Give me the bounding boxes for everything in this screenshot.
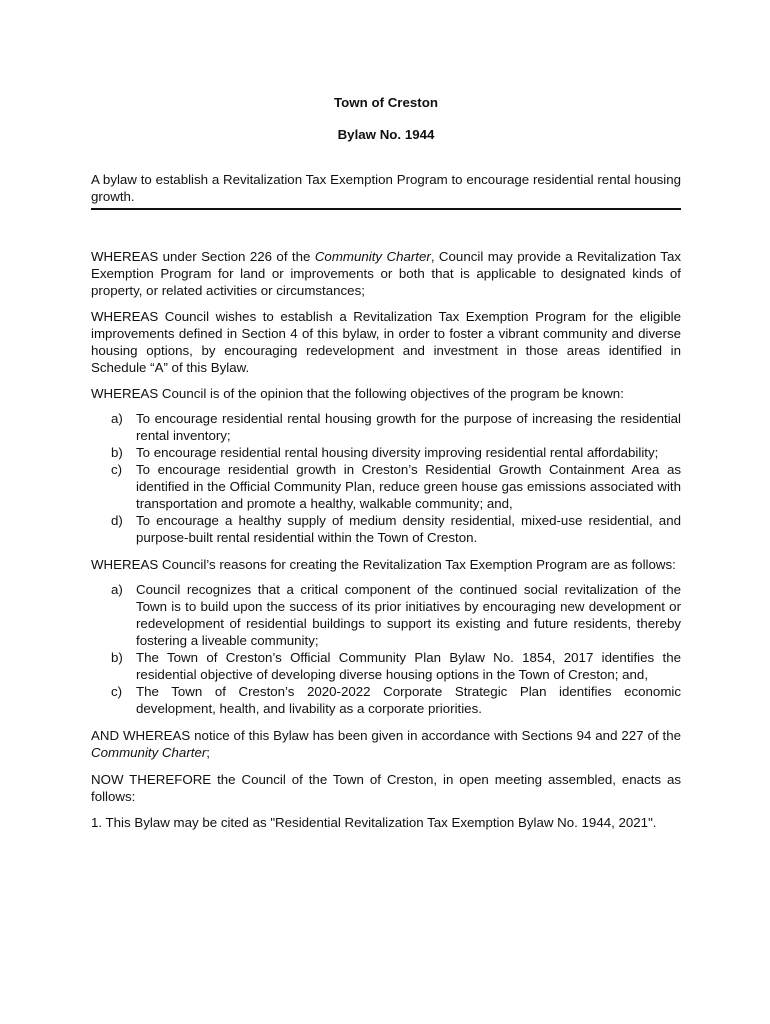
list-item-text: The Town of Creston’s Official Community Plan Bylaw No. 1854, 2017 identifies the residential objective of developing diverse housing options in the Town of Creston; and, (136, 650, 681, 682)
list-item-marker: a) (111, 582, 123, 597)
list-item (91, 581, 681, 649)
list-item-text: Council recognizes that a critical component of the continued social revitalization of the Town is to build upon the success of its prior initiatives by encouraging new development or redevelopment of residential buildings to support its existing and future residents, thereby fostering a liveable community; (136, 582, 681, 648)
list-item-marker: b) (111, 650, 123, 665)
list-item-text: To encourage residential growth in Creston’s Residential Growth Containment Area as identified in the Official Community Plan, reduce green house gas emissions associated with transportation and promote a healthy, walkable community; and, (136, 462, 681, 511)
list-item-marker: b) (111, 445, 123, 460)
list-item-text: The Town of Creston’s 2020-2022 Corporate Strategic Plan identifies economic development, health, and livability as a corporate priorities. (136, 684, 681, 716)
whereas-section-226 (91, 248, 681, 299)
list-item-marker: c) (111, 462, 123, 477)
list-item-marker: a) (111, 411, 123, 426)
whereas-notice-text-a: AND WHEREAS notice of this Bylaw has been given in accordance with Sections 94 and 227 of the (91, 728, 681, 743)
list-item-marker: c) (111, 684, 123, 699)
whereas-section-226-text-b: , Council may provide a Revitalization Tax Exemption Program for land or improvements or both that is applicable to designated kinds of property, or related activities or circumstances; (91, 249, 681, 298)
whereas-section-226-text-a: WHEREAS under Section 226 of the (91, 249, 315, 264)
reasons-list (91, 581, 681, 717)
list-item (91, 444, 681, 461)
document-bylaw-number: Bylaw No. 1944 (337, 127, 435, 142)
title-divider (91, 208, 681, 210)
document-town-title: Town of Creston (334, 95, 438, 110)
list-item (91, 512, 681, 546)
community-charter-ref: Community Charter (91, 745, 207, 760)
list-item (91, 461, 681, 512)
list-item (91, 649, 681, 683)
list-item-marker: d) (111, 513, 123, 528)
enacting-clause: NOW THEREFORE the Council of the Town of Creston, in open meeting assembled, enacts as follows: (91, 772, 681, 804)
clause-1-citation: 1. This Bylaw may be cited as "Residential Revitalization Tax Exemption Bylaw No. 1944, 2021". (91, 815, 657, 830)
objectives-list (91, 410, 681, 546)
whereas-establish-program: WHEREAS Council wishes to establish a Revitalization Tax Exemption Program for the eligible improvements defined in Section 4 of this bylaw, in order to foster a vibrant community and diverse housing options, by encouraging redevelopment and investment in those areas identified in Schedule “A” of this Bylaw. (91, 309, 681, 375)
bylaw-summary: A bylaw to establish a Revitalization Tax Exemption Program to encourage residential rental housing growth. (91, 172, 681, 204)
whereas-objectives-intro: WHEREAS Council is of the opinion that the following objectives of the program be known: (91, 386, 624, 401)
document-body (91, 86, 681, 831)
community-charter-ref: Community Charter (314, 249, 431, 264)
whereas-notice-text-b: ; (206, 745, 210, 760)
list-item-text: To encourage residential rental housing diversity improving residential rental affordability; (136, 445, 659, 460)
list-item-text: To encourage residential rental housing growth for the purpose of increasing the residential rental inventory; (136, 411, 681, 443)
whereas-reasons-intro: WHEREAS Council’s reasons for creating the Revitalization Tax Exemption Program are as follows: (91, 557, 676, 572)
list-item (91, 410, 681, 444)
list-item-text: To encourage a healthy supply of medium density residential, mixed-use residential, and purpose-built rental residential within the Town of Creston. (136, 513, 681, 545)
list-item (91, 683, 681, 717)
whereas-notice-given (91, 727, 681, 761)
